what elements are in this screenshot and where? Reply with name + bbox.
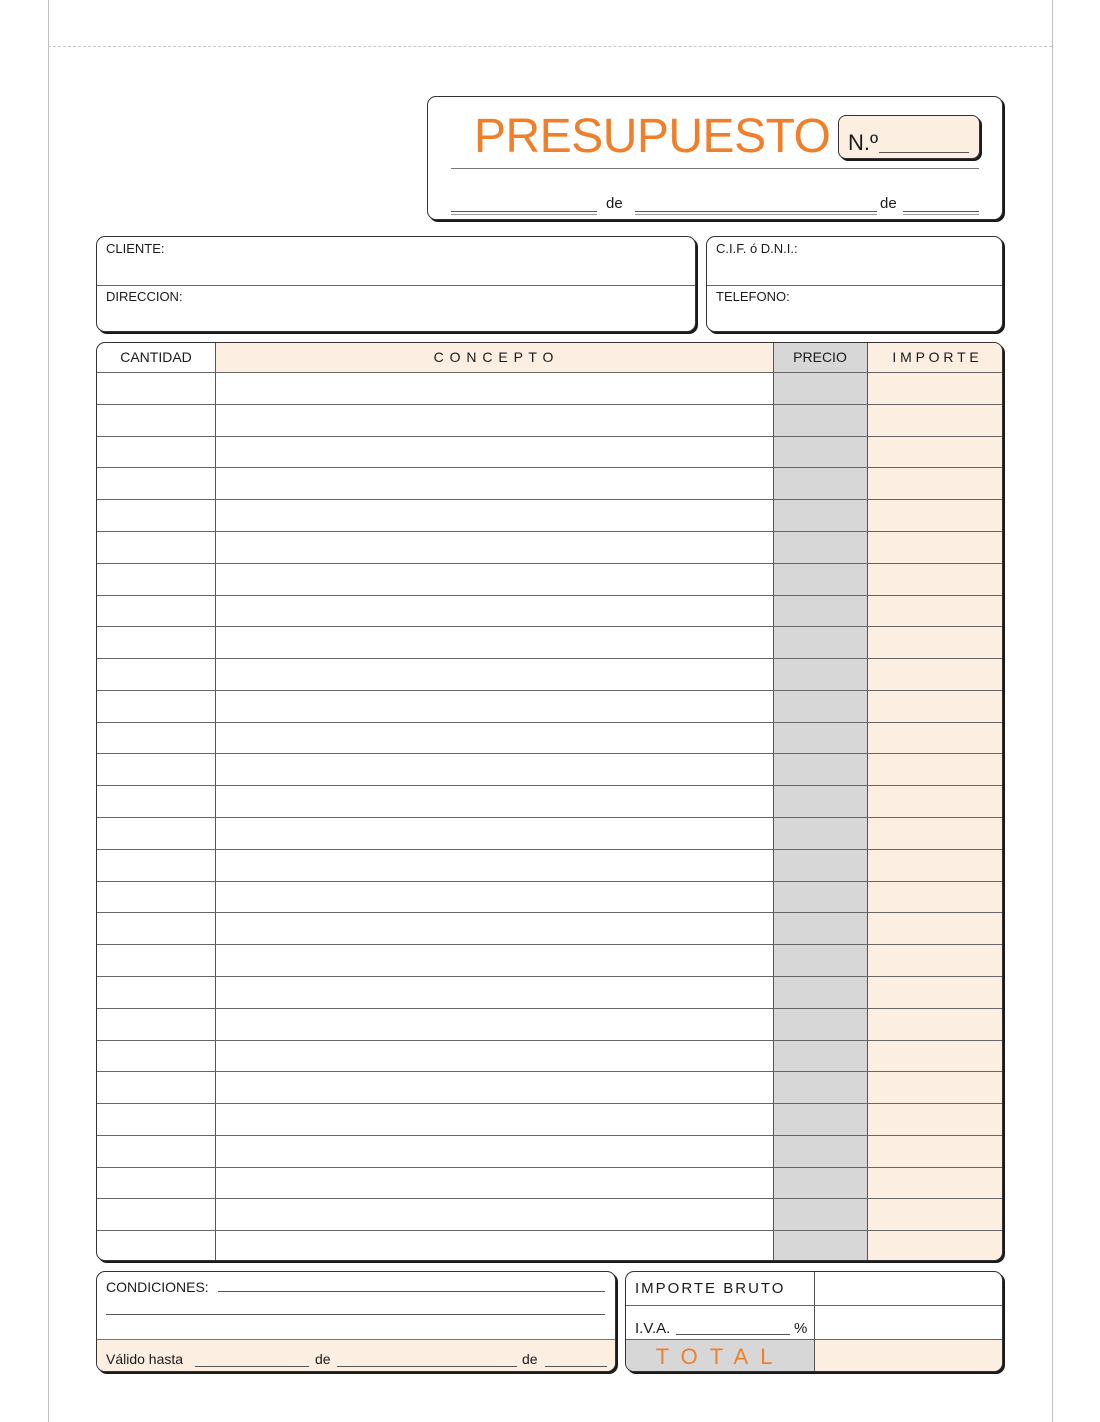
table-row-rule <box>97 499 1002 500</box>
importe-column-fill <box>867 343 1002 1260</box>
title-rule <box>451 168 979 169</box>
valido-month-line[interactable] <box>337 1366 517 1367</box>
totals-row-divider-2 <box>626 1339 1002 1340</box>
precio-column-fill <box>773 343 867 1260</box>
conditions-divider <box>97 1339 615 1340</box>
table-row-rule <box>97 1230 1002 1231</box>
condiciones-line-2[interactable] <box>106 1314 605 1315</box>
date-month-line[interactable] <box>635 211 877 212</box>
header-precio: PRECIO <box>793 349 847 365</box>
table-row-rule <box>97 1071 1002 1072</box>
table-row-rule <box>97 658 1002 659</box>
conditions-box <box>96 1271 616 1372</box>
client-box <box>96 236 696 332</box>
date-connector-1: de <box>606 195 623 212</box>
table-row-rule <box>97 722 1002 723</box>
iva-percent-sign: % <box>794 1320 808 1337</box>
table-row-rule <box>97 817 1002 818</box>
sheet-edge-right <box>1052 0 1053 1422</box>
items-table <box>96 342 1003 1261</box>
valido-label: Válido hasta <box>106 1351 184 1367</box>
table-row-rule <box>97 595 1002 596</box>
table-row-rule <box>97 1135 1002 1136</box>
iva-label: I.V.A. <box>635 1320 671 1337</box>
table-row-rule <box>97 944 1002 945</box>
valido-day-line[interactable] <box>195 1366 309 1367</box>
date-day-line[interactable] <box>451 211 597 212</box>
date-day-line-lower <box>451 214 597 215</box>
header-bottom-rule <box>97 372 1002 373</box>
totals-row-divider-1 <box>626 1305 1002 1306</box>
col-divider-2 <box>773 343 774 1260</box>
table-row-rule <box>97 753 1002 754</box>
total-label: TOTAL <box>655 1344 785 1369</box>
telefono-label: TELEFONO: <box>716 289 790 304</box>
table-row-rule <box>97 626 1002 627</box>
table-row-rule <box>97 1167 1002 1168</box>
perforation-line <box>48 46 1052 47</box>
col-divider-3 <box>867 343 868 1260</box>
table-row-rule <box>97 1198 1002 1199</box>
table-row-rule <box>97 404 1002 405</box>
header-importe: I M P O R T E <box>892 349 979 365</box>
date-month-line-lower <box>635 214 877 215</box>
iva-rate-line[interactable] <box>676 1334 790 1335</box>
totals-col-divider <box>814 1272 815 1371</box>
title-block <box>427 96 1003 220</box>
number-field[interactable] <box>838 115 980 159</box>
totals-box <box>625 1271 1003 1372</box>
table-row-rule <box>97 467 1002 468</box>
condiciones-line-1[interactable] <box>218 1291 605 1292</box>
table-row-rule <box>97 436 1002 437</box>
id-divider <box>707 285 1002 286</box>
valido-year-line[interactable] <box>545 1366 607 1367</box>
table-row-rule <box>97 1040 1002 1041</box>
condiciones-label: CONDICIONES: <box>106 1279 209 1295</box>
total-value-fill <box>814 1339 1002 1371</box>
direccion-label: DIRECCION: <box>106 289 183 304</box>
number-fill-line <box>879 152 969 153</box>
date-year-line[interactable] <box>903 211 979 212</box>
importe-bruto-label: IMPORTE BRUTO <box>635 1280 786 1297</box>
table-row-rule <box>97 912 1002 913</box>
id-box <box>706 236 1003 332</box>
table-row-rule <box>97 1008 1002 1009</box>
sheet-edge-left <box>48 0 49 1422</box>
client-divider <box>97 285 695 286</box>
col-divider-1 <box>215 343 216 1260</box>
document-title: PRESUPUESTO <box>474 110 831 163</box>
table-row-rule <box>97 785 1002 786</box>
table-row-rule <box>97 690 1002 691</box>
cliente-label: CLIENTE: <box>106 241 165 256</box>
header-cantidad: CANTIDAD <box>120 349 192 365</box>
table-row-rule <box>97 1103 1002 1104</box>
cif-label: C.I.F. ó D.N.I.: <box>716 241 798 256</box>
table-row-rule <box>97 881 1002 882</box>
header-concepto: C O N C E P T O <box>433 349 555 365</box>
table-row-rule <box>97 563 1002 564</box>
table-row-rule <box>97 976 1002 977</box>
valido-connector-2: de <box>522 1351 538 1367</box>
date-connector-2: de <box>880 195 897 212</box>
date-year-line-lower <box>903 214 979 215</box>
table-row-rule <box>97 849 1002 850</box>
valido-connector-1: de <box>315 1351 331 1367</box>
number-label: N.º <box>848 130 879 155</box>
table-row-rule <box>97 531 1002 532</box>
